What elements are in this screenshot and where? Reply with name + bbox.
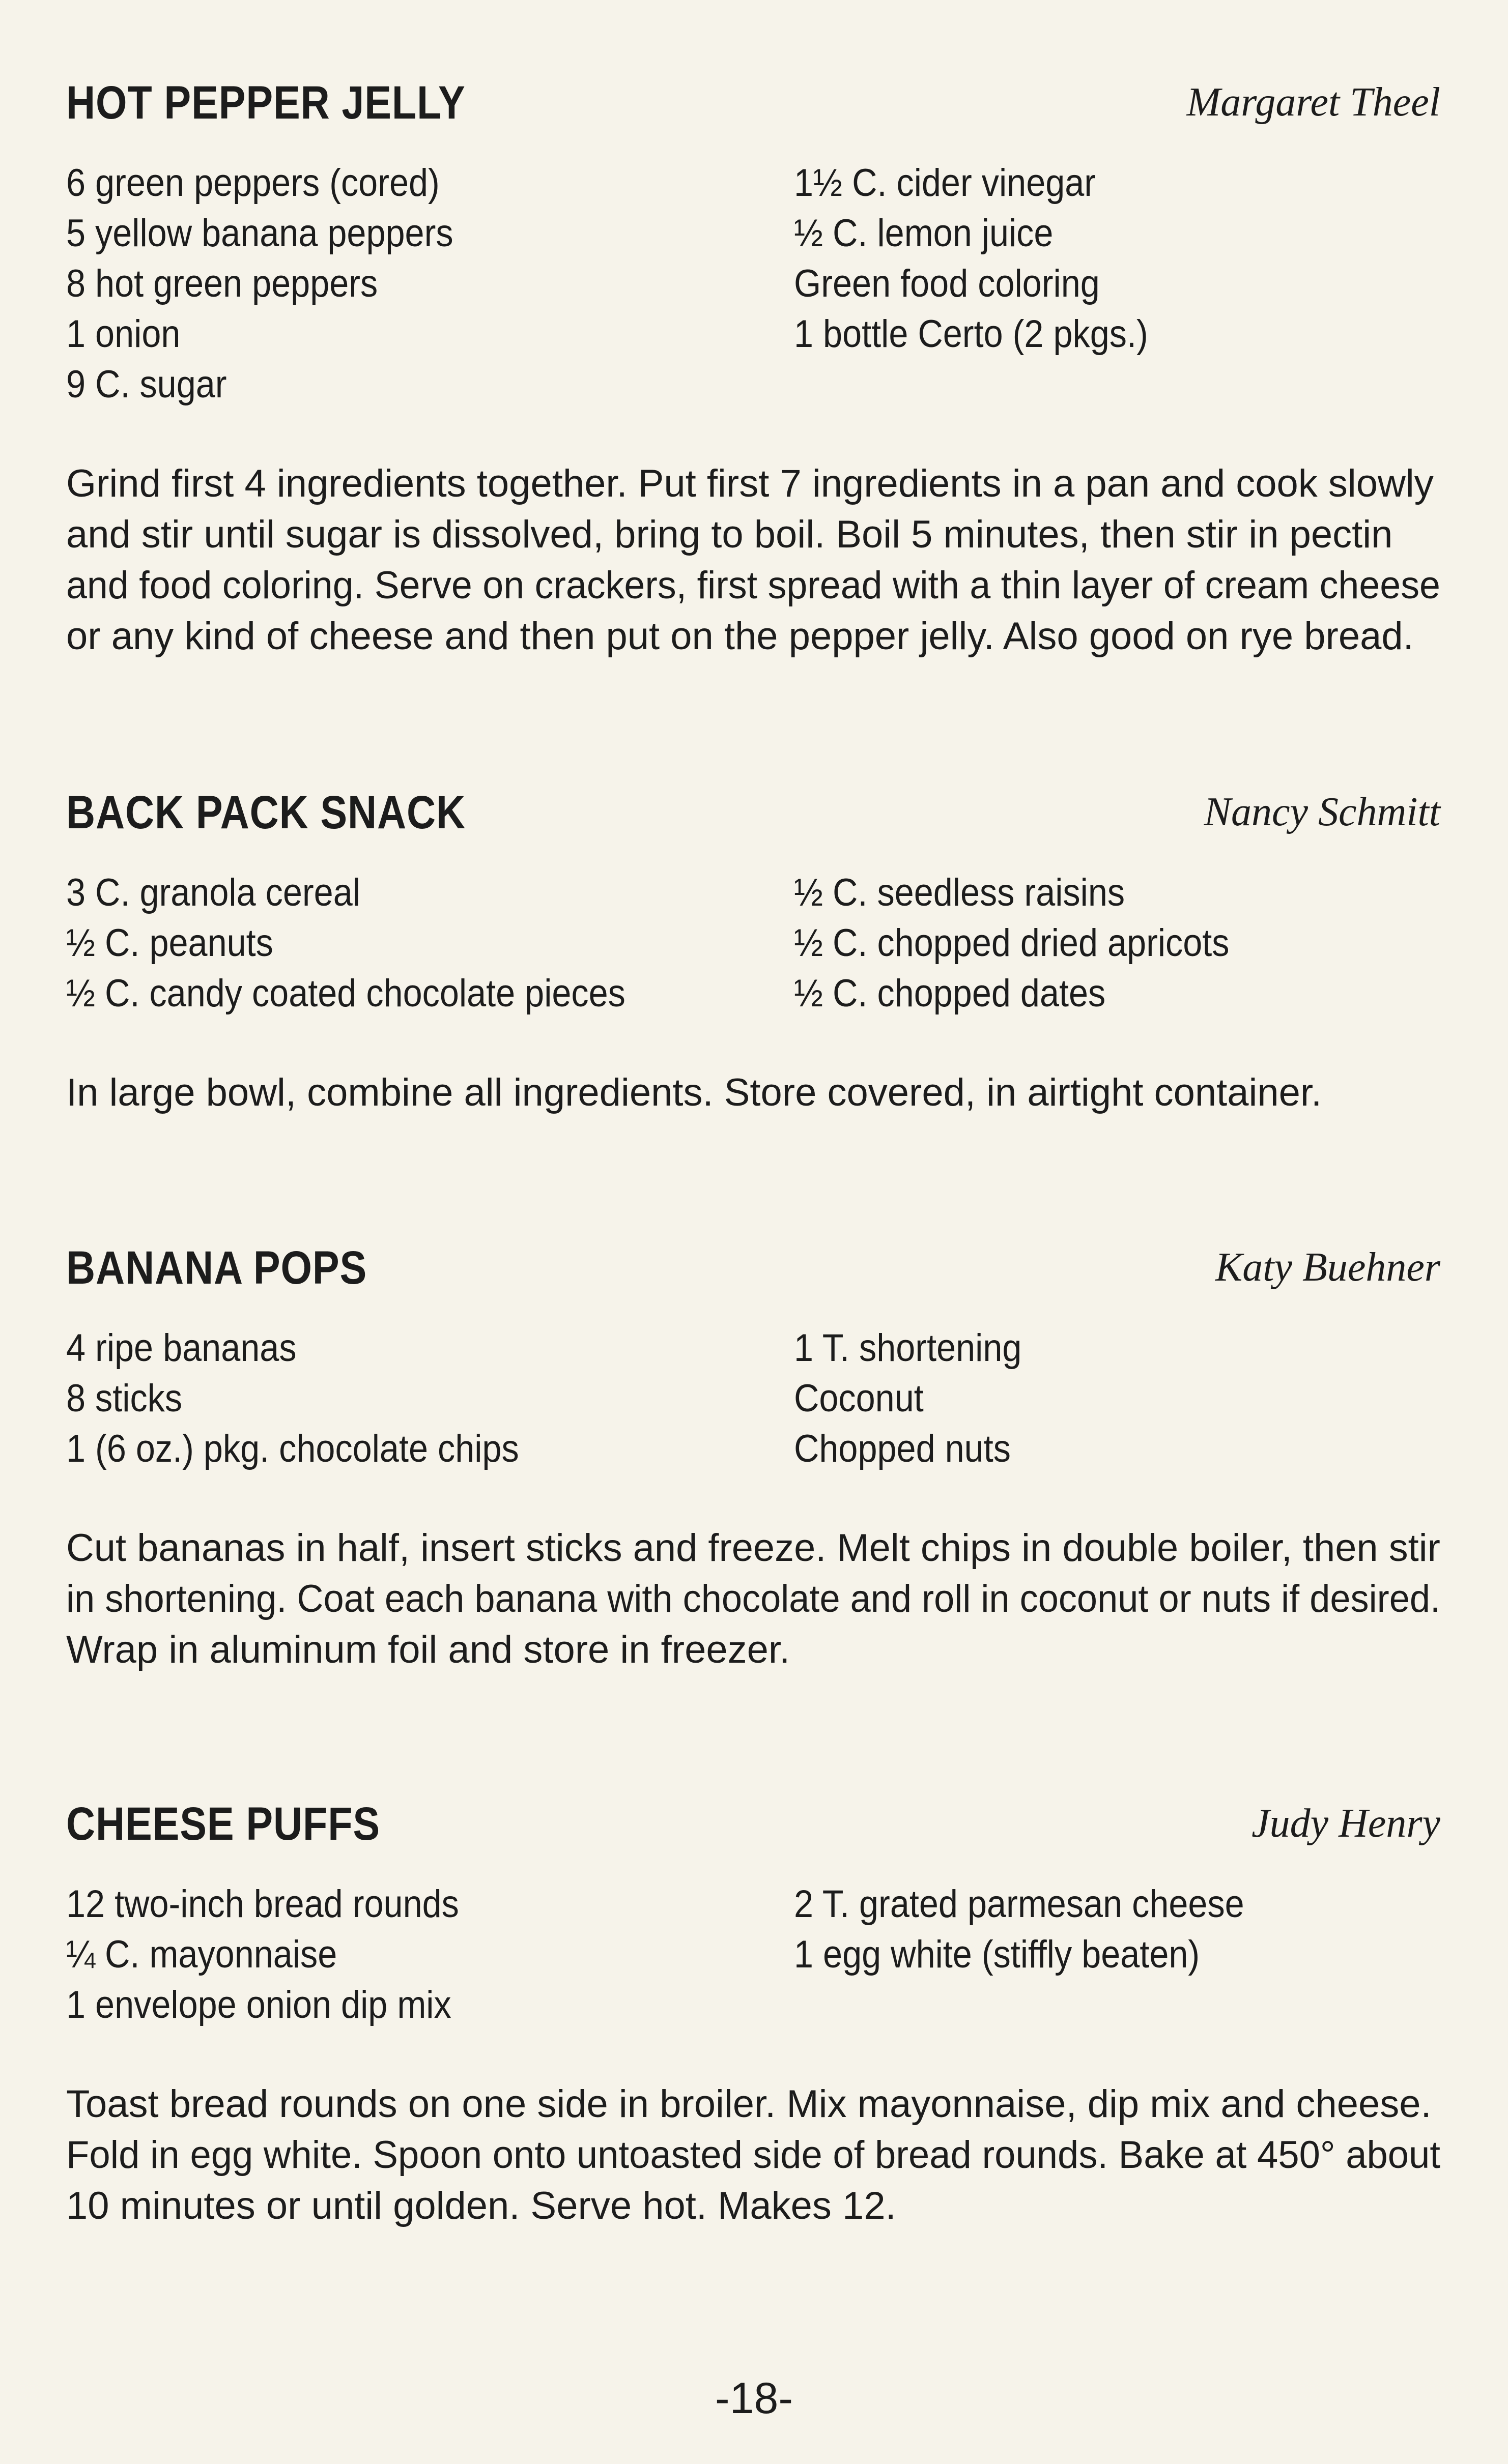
instruction-line: Toast bread rounds on one side in broiler. Mix mayonnaise, dip mix and cheese. — [66, 2082, 1432, 2126]
ingredient: 8 hot green peppers — [66, 262, 378, 305]
instruction-line: Cut bananas in half, insert sticks and freeze. Melt chips in double boiler, then stir — [66, 1526, 1440, 1570]
recipe-cheese-puffs — [66, 1798, 1440, 2231]
ingredient-list — [66, 1879, 1440, 2030]
instruction-line: and stir until sugar is dissolved, bring to boil. Boil 5 minutes, then stir in pectin — [66, 513, 1393, 556]
page-number: -18- — [715, 2374, 793, 2423]
ingredient-column-right — [794, 867, 1440, 1019]
ingredient-column-left — [66, 1879, 794, 2030]
ingredient-column-left — [66, 158, 794, 410]
instruction-line: 10 minutes or until golden. Serve hot. Makes 12. — [66, 2184, 896, 2227]
recipe-instructions — [66, 2079, 1440, 2231]
ingredient-list — [66, 1323, 1440, 1474]
ingredient: 1 bottle Certo (2 pkgs.) — [794, 312, 1148, 356]
ingredient: 1 (6 oz.) pkg. chocolate chips — [66, 1427, 519, 1470]
recipe-title: HOT PEPPER JELLY — [66, 77, 466, 129]
recipe-author: Katy Buehner — [1215, 1245, 1440, 1290]
ingredient: 1 onion — [66, 312, 181, 356]
ingredient-column-right — [794, 1323, 1440, 1474]
ingredient: Green food coloring — [794, 262, 1100, 305]
recipe-hot-pepper-jelly — [66, 76, 1440, 662]
ingredient: ¼ C. mayonnaise — [66, 1933, 337, 1976]
ingredient: 1 T. shortening — [794, 1326, 1022, 1370]
ingredient-column-left — [66, 1323, 794, 1474]
recipe-instructions — [66, 1067, 1440, 1118]
recipe-title: BANANA POPS — [66, 1242, 367, 1294]
recipe-header — [66, 76, 1440, 142]
ingredient: ½ C. lemon juice — [794, 212, 1054, 255]
ingredient: 1½ C. cider vinegar — [794, 161, 1096, 205]
ingredient: ½ C. peanuts — [66, 921, 273, 965]
ingredient: 12 two-inch bread rounds — [66, 1882, 459, 1926]
ingredient: ½ C. chopped dried apricots — [794, 921, 1230, 965]
instruction-line: or any kind of cheese and then put on the pepper jelly. Also good on rye bread. — [66, 615, 1414, 658]
recipe-banana-pops — [66, 1241, 1440, 1675]
ingredient: ½ C. chopped dates — [794, 972, 1106, 1015]
ingredient: 1 envelope onion dip mix — [66, 1983, 451, 2026]
instruction-line: Wrap in aluminum foil and store in freezer. — [66, 1628, 790, 1671]
instruction-line: and food coloring. Serve on crackers, first spread with a thin layer of cream cheese — [66, 564, 1440, 607]
ingredient: Chopped nuts — [794, 1427, 1011, 1470]
ingredient: 5 yellow banana peppers — [66, 212, 453, 255]
recipe-header — [66, 786, 1440, 852]
recipe-header — [66, 1241, 1440, 1308]
ingredient: 2 T. grated parmesan cheese — [794, 1882, 1244, 1926]
recipe-author: Judy Henry — [1251, 1801, 1440, 1846]
ingredient: Coconut — [794, 1377, 924, 1420]
ingredient-column-left — [66, 867, 794, 1019]
ingredient-column-right — [794, 158, 1440, 410]
instruction-line: Grind first 4 ingredients together. Put first 7 ingredients in a pan and cook slowly — [66, 462, 1434, 505]
ingredient: 4 ripe bananas — [66, 1326, 297, 1370]
recipe-instructions — [66, 1523, 1440, 1675]
ingredient: ½ C. seedless raisins — [794, 871, 1125, 914]
recipe-author: Nancy Schmitt — [1204, 790, 1440, 834]
ingredient: 1 egg white (stiffly beaten) — [794, 1933, 1200, 1976]
recipe-header — [66, 1798, 1440, 1864]
ingredient: 3 C. granola cereal — [66, 871, 360, 914]
recipe-title: CHEESE PUFFS — [66, 1798, 381, 1850]
ingredient: 8 sticks — [66, 1377, 183, 1420]
instruction-line: Fold in egg white. Spoon onto untoasted side of bread rounds. Bake at 450° about — [66, 2133, 1441, 2177]
ingredient-list — [66, 158, 1440, 410]
recipe-back-pack-snack — [66, 786, 1440, 1118]
ingredient: 9 C. sugar — [66, 363, 227, 406]
recipe-instructions — [66, 458, 1440, 662]
ingredient: ½ C. candy coated chocolate pieces — [66, 972, 625, 1015]
recipe-title: BACK PACK SNACK — [66, 787, 466, 838]
ingredient-column-right — [794, 1879, 1440, 2030]
ingredient: 6 green peppers (cored) — [66, 161, 440, 205]
recipe-author: Margaret Theel — [1186, 80, 1440, 125]
instruction-line: in shortening. Coat each banana with chocolate and roll in coconut or nuts if desired. — [66, 1577, 1441, 1620]
ingredient-list — [66, 867, 1440, 1019]
instruction-line: In large bowl, combine all ingredients. Store covered, in airtight container. — [66, 1071, 1322, 1114]
